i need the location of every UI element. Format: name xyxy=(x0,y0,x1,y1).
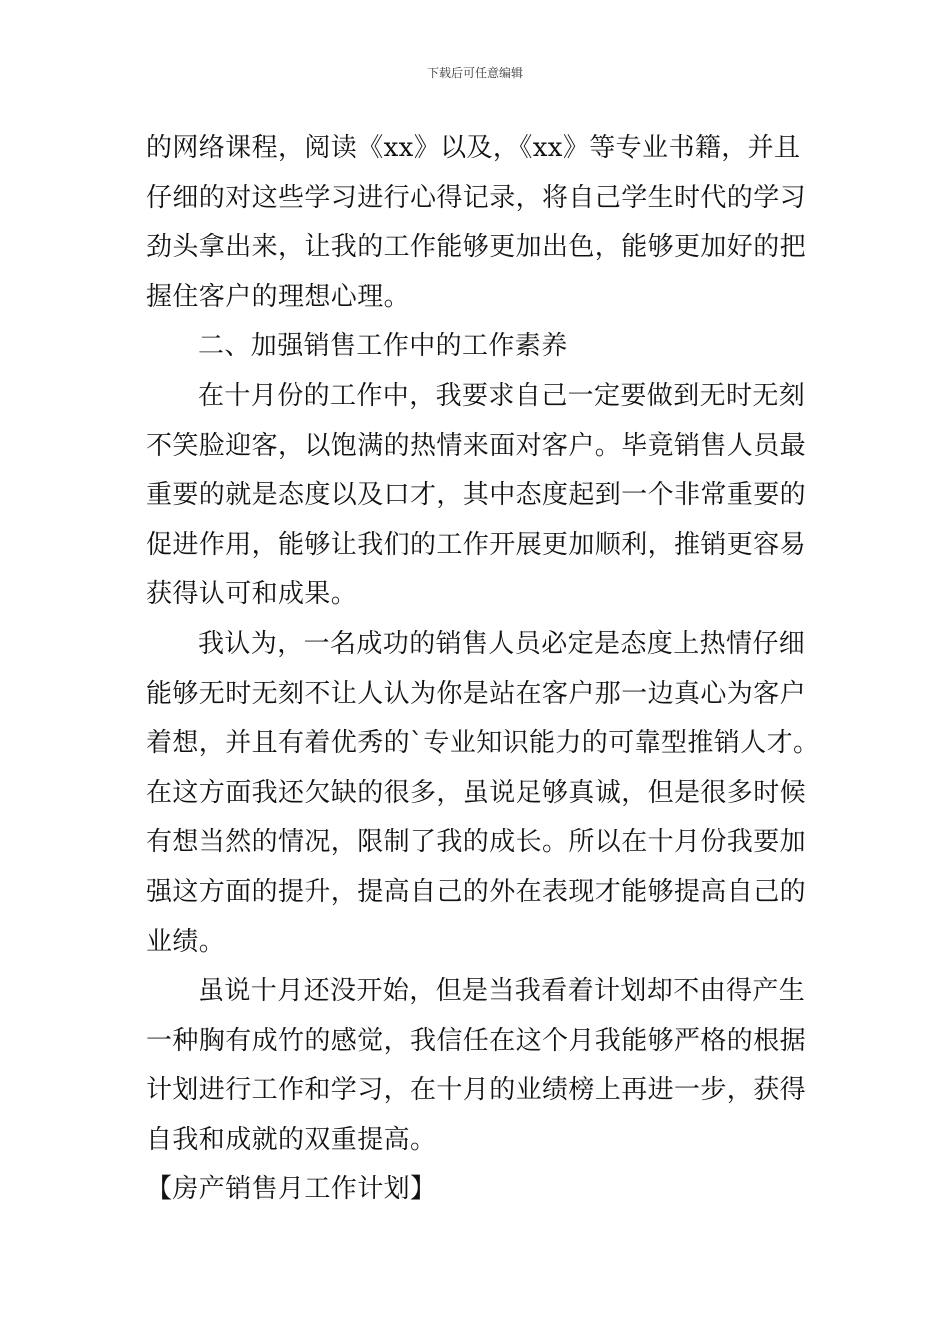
text-line: 着想，并且有着优秀的`专业知识能力的可靠型推销人才。 xyxy=(146,728,820,759)
text-line: 仔细的对这些学习进行心得记录，将自己学生时代的学习 xyxy=(146,182,807,213)
section-title: 【房产销售月工作计划】 xyxy=(146,1174,437,1205)
text-line: 劲头拿出来，让我的工作能够更加出色，能够更加好的把 xyxy=(146,232,807,263)
text-line: 获得认可和成果。 xyxy=(146,579,358,610)
text-line: 一种胸有成竹的感觉，我信任在这个月我能够严格的根据 xyxy=(146,1025,807,1056)
text-line: 虽说十月还没开始，但是当我看着计划却不由得产生 xyxy=(198,976,806,1007)
text-line: 自我和成就的双重提高。 xyxy=(146,1124,437,1155)
page-header: 下载后可任意编辑 xyxy=(426,66,523,80)
text-line: 促进作用，能够让我们的工作开展更加顺利，推销更容易 xyxy=(146,529,807,560)
text-line: 重要的就是态度以及口才，其中态度起到一个非常重要的 xyxy=(146,480,807,511)
text-line: 不笑脸迎客，以饱满的热情来面对客户。毕竟销售人员最 xyxy=(146,430,807,461)
text-line: 强这方面的提升，提高自己的外在表现才能够提高自己的 xyxy=(146,876,807,907)
text-line: 在十月份的工作中，我要求自己一定要做到无时无刻 xyxy=(198,380,806,411)
text-line: 业绩。 xyxy=(146,926,226,957)
text-line: 的网络课程，阅读《xx》以及，《xx》等专业书籍，并且 xyxy=(146,133,801,163)
text-line: 计划进行工作和学习，在十月的业绩榜上再进一步，获得 xyxy=(146,1075,807,1106)
text-line: 能够无时无刻不让人认为你是站在客户那一边真心为客户 xyxy=(146,678,807,709)
document-body xyxy=(146,124,820,1215)
text-line: 握住客户的理想心理。 xyxy=(146,281,411,312)
text-line: 我认为，一名成功的销售人员必定是态度上热情仔细 xyxy=(198,628,806,659)
section-heading: 二、加强销售工作中的工作素养 xyxy=(198,331,568,362)
text-line: 在这方面我还欠缺的很多，虽说足够真诚，但是很多时候 xyxy=(146,777,807,808)
text-line: 有想当然的情况，限制了我的成长。所以在十月份我要加 xyxy=(146,827,807,858)
